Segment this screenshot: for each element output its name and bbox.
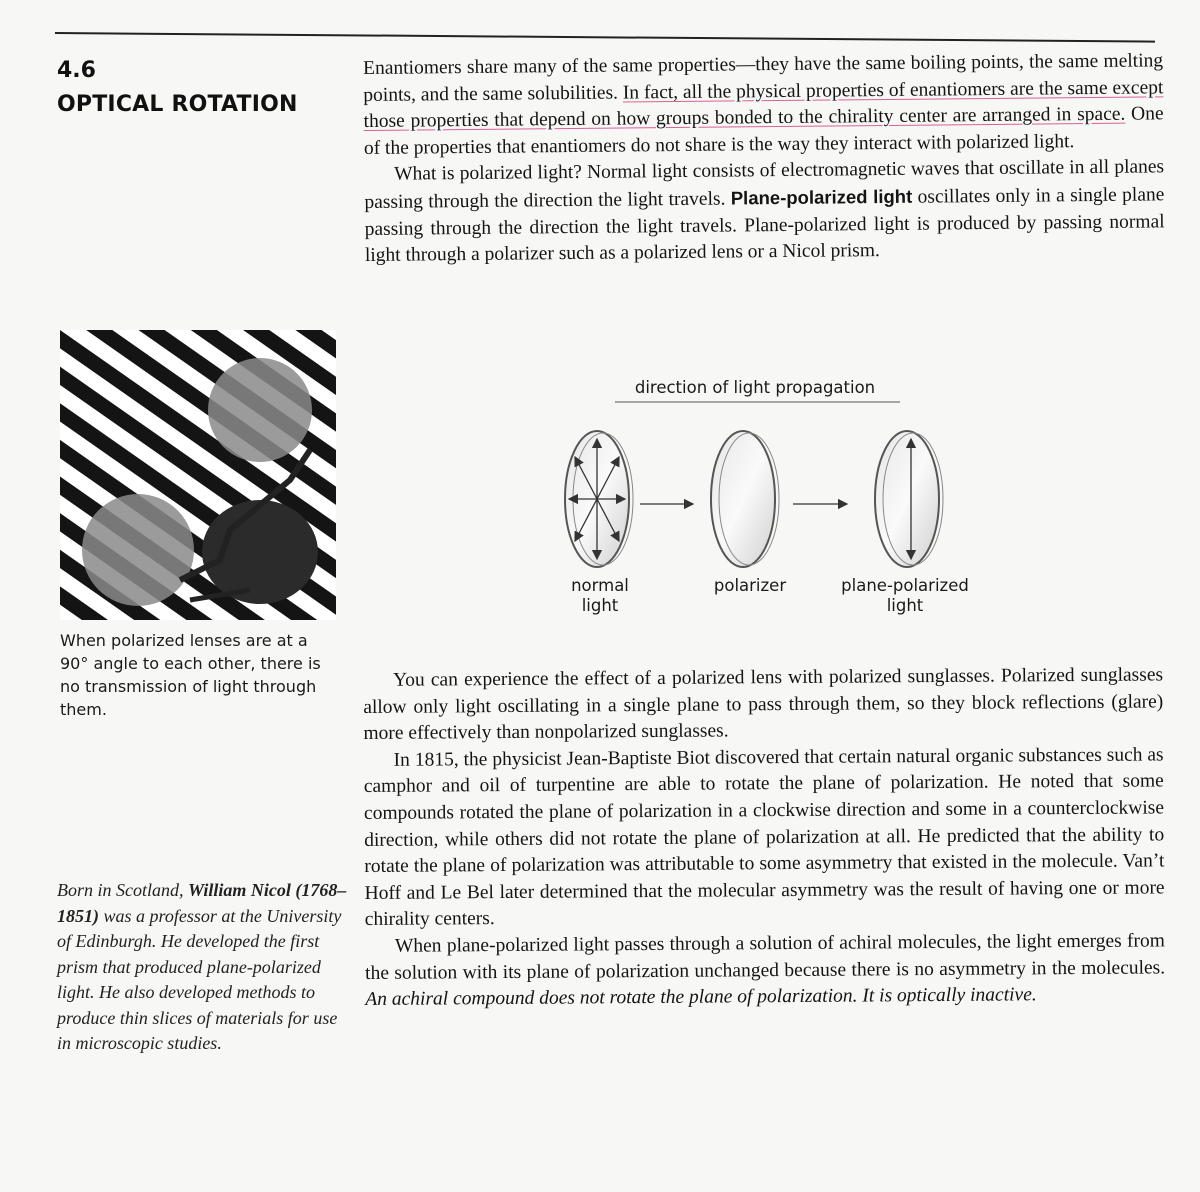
bio-prefix: Born in Scotland, [57,880,188,900]
normal-light-lens-icon [565,431,633,567]
plane-polarized-lens-icon [875,431,943,567]
text-run: Enantiomers share many of the same properties—they have the same boiling points, the same melting points, and the same solubilities. [363,50,1164,106]
paragraph-biot: In 1815, the physicist Jean-Baptiste Biot discovered that certain natural organic substances such as camphor and oil of turpentine are able to rotate the plane of polarization. He noted that some compounds rotated the plane of polarization in a clockwise direction and some in a counterclockwise direction, while others did not rotate the plane of polarization at all. He predicted that the ability to rotate the plane of polarization was attributable to some asymmetry that existed in the molecule. Van’t Hoff and Le Bel later determined that the molecular asymmetry was the result of having one or more chirality centers. [363,744,1165,931]
highlighted-text: In fact, all the physical properties of enantiomers are the same except those properties that depend on how groups bonded to the chirality center are arranged in space. [363,76,1164,133]
label-line: normal [571,576,629,595]
plane-polarized-label [830,576,980,616]
paragraph-polarized-light [364,155,1165,270]
photo-caption: When polarized lenses are at a 90° angle to each other, there is no transmission of light through them. [60,631,321,719]
polarization-diagram [545,372,1015,632]
polarized-lenses-photo [60,330,336,620]
text-run: One of the properties that enantiomers do not share is the way they interact with polarized light. [363,103,1164,159]
label-line: plane-polarized [841,576,969,595]
paragraph-enantiomer-properties [363,48,1164,162]
text-run: What is polarized light? Normal light consists of electromagnetic waves that oscillate in all planes passing through the direction the light travels. [364,156,1165,213]
polarizer-label: polarizer [713,576,787,595]
text-run: oscillates only in a single plane passing through the direction the light travels. Plane-polarized light is produced by passing normal light through a polarizer such as a polarized lens or a Nicol prism. [364,184,1165,267]
section-number: 4.6 [57,58,96,83]
section-title: OPTICAL ROTATION [57,92,298,117]
main-text-block [363,662,1165,1013]
top-rule [55,32,1155,43]
paragraph-achiral [365,928,1166,1013]
text-run: When plane-polarized light passes through a solution of achiral molecules, the light emerges from the solution with its plane of polarization unchanged because there is no asymmetry in the molecules. [365,930,1166,984]
normal-light-label [545,576,655,616]
key-term: Plane-polarized light [730,185,913,209]
bio-text: was a professor at the University of Edinburgh. He developed the first prism that produced plane-polarized light. He also developed methods to produce thin slices of materials for use in microscopic studies. [57,905,342,1053]
paragraph-sunglasses: You can experience the effect of a polarized lens with polarized sunglasses. Polarized sunglasses allow only light oscillating in a single plane to pass through them, so they block reflections (glare) more effectively than nonpolarized sunglasses. [363,664,1164,745]
intro-text-block [363,48,1165,269]
bio-sidebar [57,878,347,1057]
polarizer-lens-icon [711,431,779,567]
label-line: light [581,596,619,615]
emphasized-text: An achiral compound does not rotate the plane of polarization. It is optically inactive. [365,984,1037,1011]
label-line: light [886,596,924,615]
bio-name: William Nicol (1768–1851) [57,880,347,926]
direction-label: direction of light propagation [634,378,876,397]
